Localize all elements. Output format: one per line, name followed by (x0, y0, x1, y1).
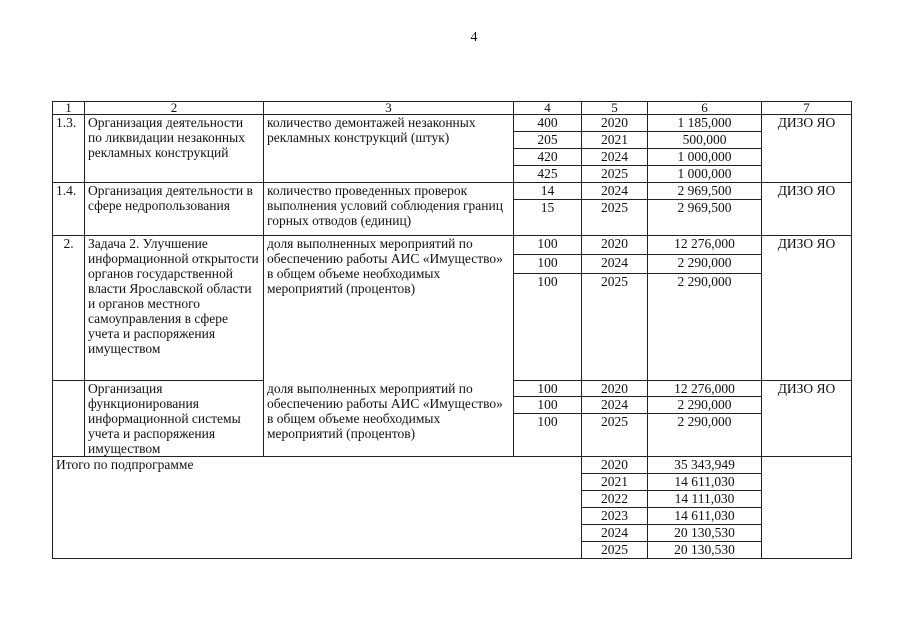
amount-cell: 12 276,000 (648, 381, 762, 397)
header-cell: 1 (53, 102, 85, 115)
indicator-text: количество проведенных проверок выполнения условий соблюдения границ горных отводов (единиц) (264, 183, 514, 236)
responsible-cell: ДИЗО ЯО (762, 183, 852, 236)
total-amount: 14 611,030 (648, 474, 762, 491)
total-amount: 35 343,949 (648, 457, 762, 474)
indicator-value: 425 (514, 166, 582, 183)
indicator-text: доля выполненных мероприятий по обеспечению работы АИС «Имущество» в общем объеме необходимых мероприятий (процентов) (264, 236, 514, 381)
year-cell: 2024 (582, 255, 648, 274)
indicator-value: 100 (514, 414, 582, 457)
indicator-value: 100 (514, 236, 582, 255)
total-year: 2021 (582, 474, 648, 491)
year-cell: 2025 (582, 166, 648, 183)
total-year: 2020 (582, 457, 648, 474)
year-cell: 2020 (582, 115, 648, 132)
header-row (53, 102, 852, 115)
activity-name: Организация деятельности по ликвидации незаконных рекламных конструкций (85, 115, 264, 183)
indicator-value: 205 (514, 132, 582, 149)
amount-cell: 1 000,000 (648, 149, 762, 166)
year-cell: 2024 (582, 183, 648, 200)
row-number (53, 381, 85, 457)
year-cell: 2021 (582, 132, 648, 149)
year-cell: 2024 (582, 397, 648, 414)
amount-cell: 2 290,000 (648, 397, 762, 414)
indicator-value: 100 (514, 274, 582, 381)
total-year: 2023 (582, 508, 648, 525)
total-year: 2024 (582, 525, 648, 542)
amount-cell: 1 185,000 (648, 115, 762, 132)
year-cell: 2025 (582, 200, 648, 236)
total-amount: 14 111,030 (648, 491, 762, 508)
responsible-cell: ДИЗО ЯО (762, 236, 852, 381)
indicator-text: количество демонтажей незаконных рекламных конструкций (штук) (264, 115, 514, 183)
activity-name: Организация деятельности в сфере недропользования (85, 183, 264, 236)
total-amount: 20 130,530 (648, 542, 762, 559)
indicator-value: 15 (514, 200, 582, 236)
activity-name: Организация функционирования информационной системы учета и распоряжения имуществом (85, 381, 264, 457)
total-year: 2025 (582, 542, 648, 559)
row-number: 2. (53, 236, 85, 381)
row-number: 1.3. (53, 115, 85, 183)
row-number: 1.4. (53, 183, 85, 236)
total-amount: 20 130,530 (648, 525, 762, 542)
total-label: Итого по подпрограмме (53, 457, 582, 559)
indicator-value: 14 (514, 183, 582, 200)
year-cell: 2024 (582, 149, 648, 166)
indicator-value: 420 (514, 149, 582, 166)
responsible-cell: ДИЗО ЯО (762, 115, 852, 183)
year-cell: 2025 (582, 274, 648, 381)
header-cell: 2 (85, 102, 264, 115)
year-cell: 2020 (582, 236, 648, 255)
total-responsible-empty (762, 457, 852, 559)
subprogram-table (52, 101, 852, 559)
table-row (53, 183, 852, 200)
activity-name: Задача 2. Улучшение информационной открытости органов государственной власти Ярославской области и органов местного самоуправления в сфере учета и распоряжения имуществом (85, 236, 264, 381)
amount-cell: 2 290,000 (648, 414, 762, 457)
header-cell: 7 (762, 102, 852, 115)
indicator-value: 100 (514, 255, 582, 274)
total-row (53, 457, 852, 474)
responsible-cell: ДИЗО ЯО (762, 381, 852, 457)
header-cell: 3 (264, 102, 514, 115)
table-row (53, 381, 852, 397)
indicator-text: доля выполненных мероприятий по обеспечению работы АИС «Имущество» в общем объеме необходимых мероприятий (процентов) (264, 381, 514, 457)
year-cell: 2025 (582, 414, 648, 457)
page-number: 4 (470, 30, 478, 45)
amount-cell: 2 290,000 (648, 274, 762, 381)
total-amount: 14 611,030 (648, 508, 762, 525)
amount-cell: 2 969,500 (648, 183, 762, 200)
amount-cell: 1 000,000 (648, 166, 762, 183)
header-cell: 6 (648, 102, 762, 115)
indicator-value: 100 (514, 397, 582, 414)
amount-cell: 12 276,000 (648, 236, 762, 255)
indicator-value: 400 (514, 115, 582, 132)
year-cell: 2020 (582, 381, 648, 397)
header-cell: 5 (582, 102, 648, 115)
total-year: 2022 (582, 491, 648, 508)
table-row (53, 236, 852, 255)
table-row (53, 115, 852, 132)
indicator-value: 100 (514, 381, 582, 397)
amount-cell: 2 969,500 (648, 200, 762, 236)
amount-cell: 500,000 (648, 132, 762, 149)
amount-cell: 2 290,000 (648, 255, 762, 274)
header-cell: 4 (514, 102, 582, 115)
